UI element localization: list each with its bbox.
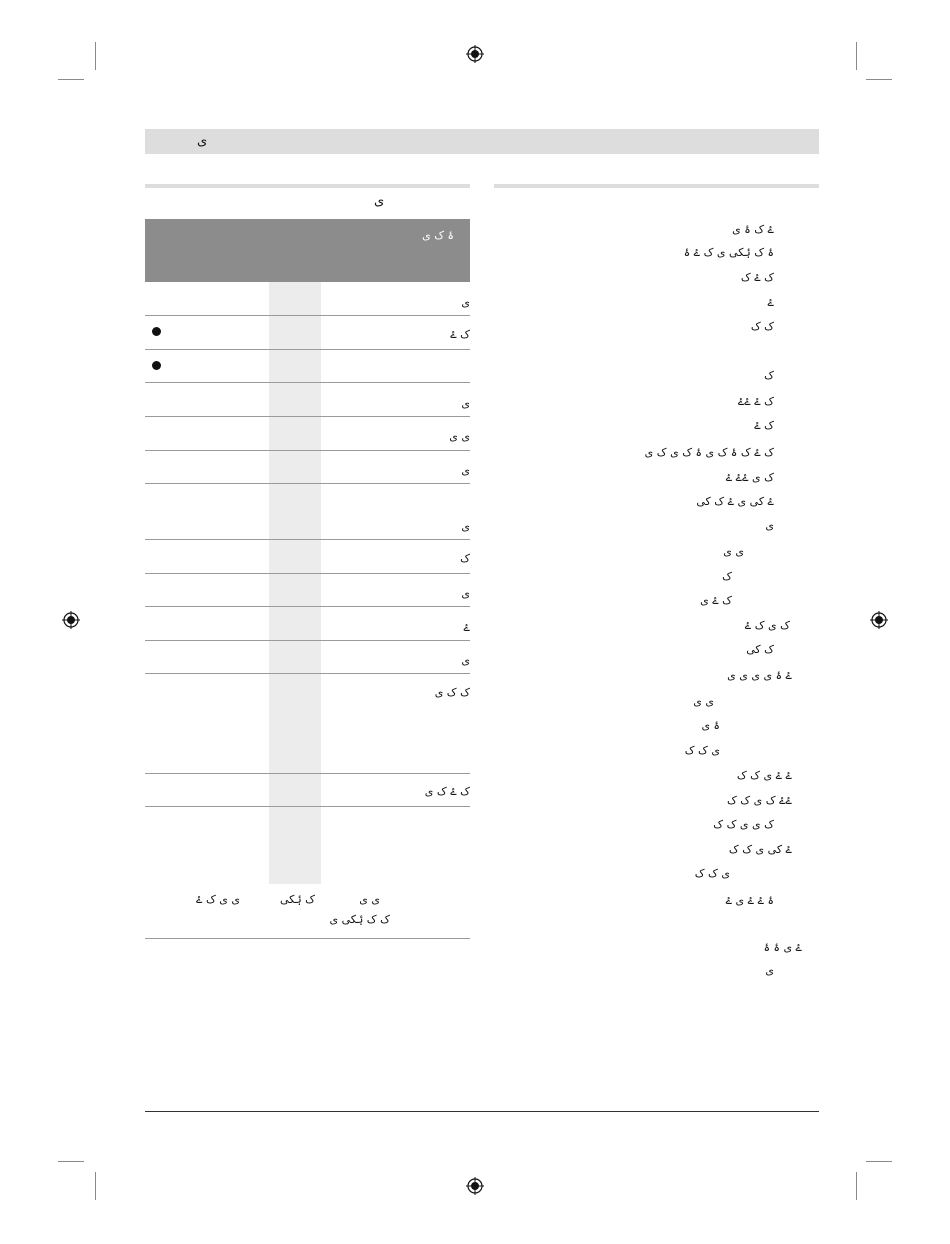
text-line: ۂ ی [701,719,720,732]
footnote-cell: ک ک ۂکی ی [329,913,390,926]
table-row-label: ی [461,587,470,600]
text-line: ی ک ک [694,867,730,880]
text-line: ۓ کی ی ک ک [728,843,792,856]
text-line: ک کی [746,643,774,656]
footnote-cell: ی ی [359,893,380,906]
text-line: ی [765,964,774,977]
text-line: ۓ ۂ ی ی ی ی [727,669,792,682]
row-divider [145,938,470,939]
crop-mark [856,1172,857,1200]
text-line: ی ی [723,545,744,558]
text-line: ی ک ک [684,744,720,757]
table-header-label: ۂ ک ی [422,229,454,242]
text-line: ک [764,369,774,382]
row-divider [145,349,470,350]
table-row-label: ک ۓ ک ی [424,785,470,798]
row-divider [145,573,470,574]
row-divider [145,673,470,674]
registration-mark-icon [466,1177,484,1195]
table-shaded-column [269,282,321,884]
registration-mark-icon [466,45,484,63]
table-row-label: ی [461,296,470,309]
table-row-label: ک ۓ [450,328,470,341]
text-line: ۂ ۓ ۓ ی ۓ [725,894,774,907]
table-row-label: ک [460,552,470,565]
text-line: ی ی [693,695,714,708]
text-line: ک [722,570,732,583]
right-column-rule [494,184,819,188]
text-line: ک ی ک ۓ [744,619,790,632]
table-row-label: ی [461,397,470,410]
table-row-label: ۓ [463,621,470,634]
footer-rule [145,1111,819,1112]
crop-mark [58,1161,84,1162]
row-divider [145,483,470,484]
table-row-label: ی ی [449,430,470,443]
section-header-band [145,129,819,154]
text-line: ۓ ۓ ی ک ک [736,769,792,782]
text-line: ک ک [750,320,774,333]
row-divider [145,450,470,451]
row-divider [145,773,470,774]
footnote-cell: ک ۂکی [279,893,315,906]
registration-mark-icon [62,611,80,629]
text-line: ۓۓ ک ی ک ک [726,794,792,807]
table-row-label: ی [461,520,470,533]
table-row-label: ک ک ی [434,686,470,699]
table-row-label: ی [461,654,470,667]
text-line: ک ی ۓۓ ۓ [725,471,774,484]
crop-mark [856,42,857,70]
table-row-label: ی [461,464,470,477]
text-line: ۂ ک ۂکی ی ک ۓ ۂ [683,246,774,259]
row-divider [145,315,470,316]
crop-mark [58,79,84,80]
registration-mark-icon [870,611,888,629]
row-divider [145,806,470,807]
crop-mark [95,42,96,70]
left-column-rule [145,184,470,188]
table-header [145,219,470,282]
row-divider [145,382,470,383]
crop-mark [866,1161,892,1162]
crop-mark [95,1172,96,1200]
footnote-cell: ی ی ک ۓ [196,893,240,906]
table-title: ی [374,194,385,209]
text-line: ۓ کی ی ۓ ک کی [696,495,774,508]
text-line: ی [765,519,774,532]
text-line: ک ۓ ک ۂ ک ی ۂ ک ی ک ی [644,446,774,459]
crop-mark [866,79,892,80]
row-divider [145,640,470,641]
text-line: ۓ ک ۂ ی [732,223,774,236]
text-line: ک ی ی ک ک [713,818,774,831]
section-title: ی [197,134,208,149]
text-line: ک ۓ [754,419,774,432]
text-line: ک ۓ ی [700,594,732,607]
row-divider [145,539,470,540]
row-divider [145,416,470,417]
text-line: ک ۓ ک [740,271,774,284]
bullet-dot-icon [152,361,161,370]
text-line: ک ۓ ۓۓ [737,395,774,408]
text-line: ۓ [767,296,774,309]
bullet-dot-icon [152,327,161,336]
row-divider [145,606,470,607]
text-line: ۓ ی ۂ ۂ [763,941,802,954]
